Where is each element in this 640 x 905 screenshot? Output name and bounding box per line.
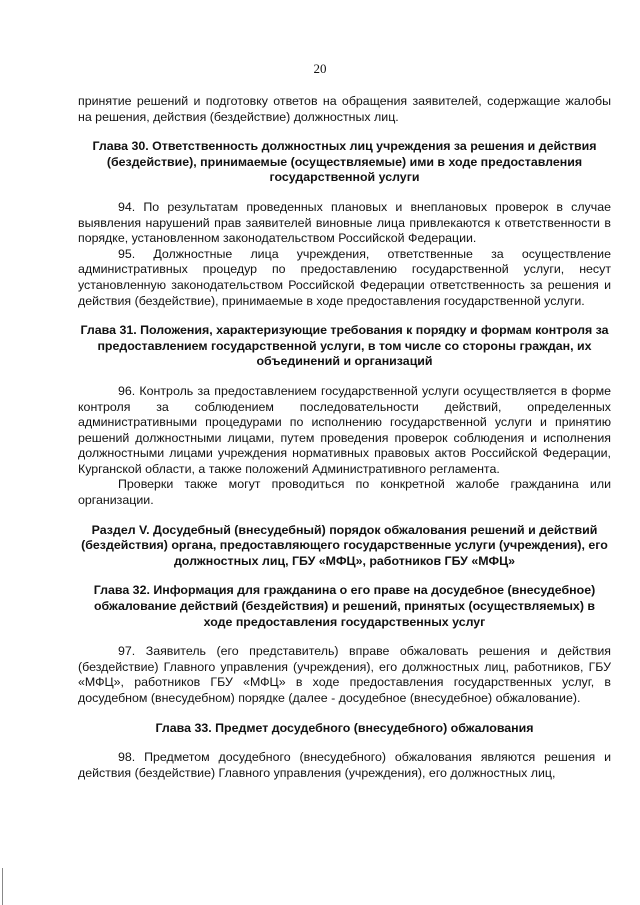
heading-chapter-32: Глава 32. Информация для гражданина о его праве на досудебное (внесудебное) обжалование действий (бездействия) и решений, принятых (осуществляемых) в ходе предоставления государственных услуг	[93, 583, 596, 629]
heading-chapter-33: Глава 33. Предмет досудебного (внесудебного) обжалования	[155, 720, 534, 735]
page-number: 20	[313, 61, 327, 76]
document-body	[78, 94, 611, 781]
paragraph-continuation: принятие решений и подготовку ответов на обращения заявителей, содержащие жалобы на решения, действия (бездействие) должностных лиц.	[78, 94, 611, 124]
paragraph-94: 94. По результатам проведенных плановых и внеплановых проверок в случае выявления нарушений прав заявителей виновные лица привлекаются к ответственности в порядке, установленном законодательством Российской Федерации.	[78, 199, 611, 246]
heading-section-v: Раздел V. Досудебный (внесудебный) порядок обжалования решений и действий (бездействия) органа, предоставляющего государственные услуги (учреждения), его должностных лиц, ГБУ «МФЦ», работников ГБУ «МФЦ»	[81, 522, 608, 568]
heading-chapter-30: Глава 30. Ответственность должностных лиц учреждения за решения и действия (бездействие), принимаемые (осуществляемые) ими в ходе предоставления государственной услуги	[92, 139, 597, 185]
paragraph-95: 95. Должностные лица учреждения, ответственные за осуществление административных процедур по предоставлению государственной услуги, несут установленную законодательством Российской Федерации ответственность за решения и действия (бездействие), принимаемые в ходе предоставления государственной услуги.	[78, 246, 611, 308]
heading-chapter-31: Глава 31. Положения, характеризующие требования к порядку и формам контроля за предоставлением государственной услуги, в том числе со стороны граждан, их объединений и организаций	[80, 323, 609, 369]
paragraph-97: 97. Заявитель (его представитель) вправе обжаловать решения и действия (бездействие) Главного управления (учреждения), его должностных лиц, работников, ГБУ «МФЦ», работников ГБУ «МФЦ» в ходе предоставления государственных услуг, в досудебном (внесудебном) порядке (далее - досудебное (внесудебное) обжалование).	[78, 644, 611, 705]
paragraph-96: 96. Контроль за предоставлением государственной услуги осуществляется в форме контроля за соблюдением последовательности действий, определенных административными процедурами по исполнению государственной услуги и принятию решений должностными лицами, путем проведения проверок соблюдения и исполнения должностными лицами учреждения нормативных правовых актов Российской Федерации, Курганской области, а также положений Административного регламента.	[78, 383, 611, 476]
paragraph-98: 98. Предметом досудебного (внесудебного) обжалования являются решения и действия (бездействие) Главного управления (учреждения), его должностных лиц,	[78, 750, 611, 780]
scan-edge-mark	[2, 868, 3, 905]
paragraph-96-checks: Проверки также могут проводиться по конкретной жалобе гражданина или организации.	[78, 477, 611, 508]
